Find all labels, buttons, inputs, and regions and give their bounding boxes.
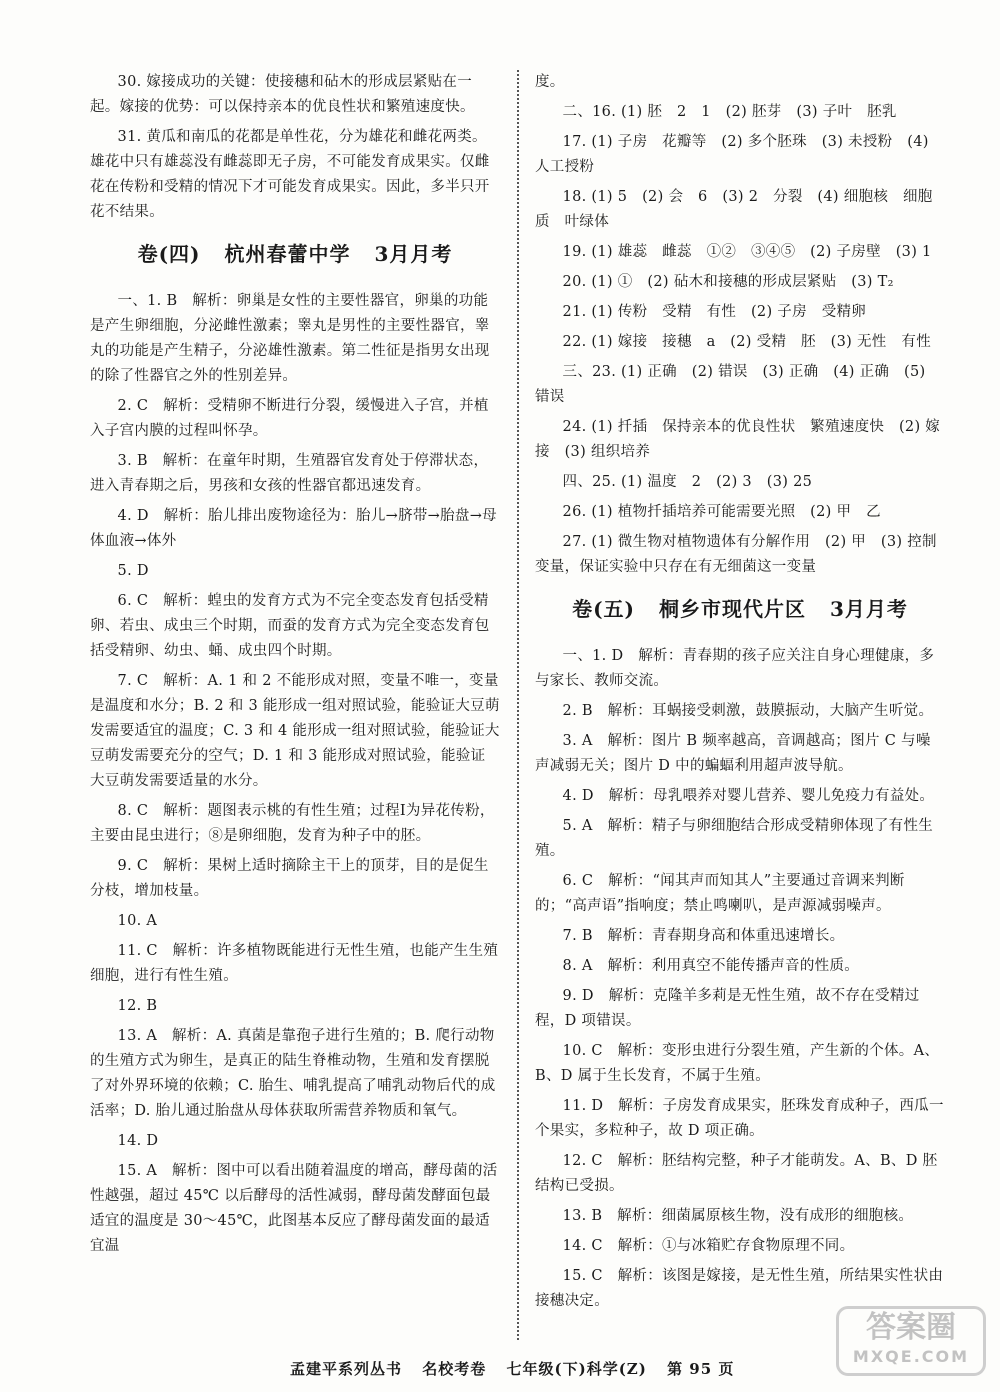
footer-page-number: 第 95 页 [667,1360,735,1378]
right-top-paragraphs [535,70,945,580]
answer-paragraph: 20. (1) ① (2) 砧木和接穗的形成层紧贴 (3) T₂ [562,274,894,290]
watermark-main: 答案圈 [866,1310,956,1345]
answer-paragraph: 7. C 解析：A. 1 和 2 不能形成对照，变量不唯一，变量是温度和水分；B. 2 和 3 能形成一组对照试验，能验证大豆萌发需要适宜的温度；C. 3 和 4 能形成一组对照试验，能验证大豆萌发需要充分的空气；D. 1 和 3 能形成对照试验，能验证大豆萌发需要适量的水分。 [90,673,500,789]
answer-paragraph: 4. D 解析：母乳喂养对婴儿营养、婴儿免疫力有益处。 [562,788,935,804]
answer-paragraph: 19. (1) 雄蕊 雌蕊 ①② ③④⑤ (2) 子房壁 (3) 1 [562,244,932,260]
footer-grade-subject: 七年级(下)科学(Z) [506,1360,647,1378]
answer-paragraph: 11. C 解析：许多植物既能进行无性生殖，也能产生生殖细胞，进行有性生殖。 [90,943,499,984]
answer-paragraph: 8. C 解析：题图表示桃的有性生殖；过程Ⅰ为异花传粉，主要由昆虫进行；⑧是卵细胞，发育为种子中的胚。 [90,803,495,844]
footer-book: 名校考卷 [422,1360,487,1378]
answer-paragraph: 3. A 解析：图片 B 频率越高，音调越高；图片 C 与噪声减弱无关；图片 D 中的蝙蝠利用超声波导航。 [535,733,931,774]
answer-paragraph: 三、23. (1) 正确 (2) 错误 (3) 正确 (4) 正确 (5) 错误 [535,364,926,405]
answer-paragraph: 四、25. (1) 温度 2 (2) 3 (3) 25 [562,474,813,490]
answer-paragraph: 10. C 解析：变形虫进行分裂生殖，产生新的个体。A、B、D 属于生长发育，不属于生殖。 [535,1043,940,1084]
answer-paragraph: 度。 [535,74,565,90]
section-vol: 卷(四) [137,242,201,266]
watermark-sub: MXQE.COM [852,1347,970,1366]
answer-paragraph: 一、1. D 解析：青春期的孩子应关注自身心理健康，多与家长、教师交流。 [535,648,935,689]
section-title-vol4 [90,239,500,269]
answer-paragraph: 2. B 解析：耳蜗接受刺激，鼓膜振动，大脑产生听觉。 [562,703,934,719]
answer-paragraph: 13. B 解析：细菌属原核生物，没有成形的细胞核。 [562,1208,914,1224]
answer-paragraph: 27. (1) 微生物对植物遗体有分解作用 (2) 甲 (3) 控制变量，保证实验中只存在有无细菌这一变量 [535,534,937,575]
answer-paragraph: 8. A 解析：利用真空不能传播声音的性质。 [562,958,860,974]
answer-paragraph: 5. A 解析：精子与卵细胞结合形成受精卵体现了有性生殖。 [535,818,934,859]
answer-paragraph: 17. (1) 子房 花瓣等 (2) 多个胚珠 (3) 未授粉 (4) 人工授粉 [535,134,929,175]
answer-paragraph: 6. C 解析：“闻其声而知其人”主要通过音调来判断的；“高声语”指响度；禁止鸣喇叭，是声源减弱噪声。 [535,873,905,914]
answer-paragraph: 一、1. B 解析：卵巢是女性的主要性器官，卵巢的功能是产生卵细胞，分泌雌性激素；睾丸是男性的主要性器官，睾丸的功能是产生精子，分泌雄性激素。第二性征是指男女出现的除了性器官之外的性别差异。 [90,293,490,384]
section-school: 杭州春蕾中学 [224,242,351,266]
section-exam: 3月月考 [374,242,453,266]
answer-paragraph: 7. B 解析：青春期身高和体重迅速增长。 [562,928,845,944]
answer-paragraph: 5. D [117,563,149,579]
answer-paragraph: 4. D 解析：胎儿排出废物途径为：胎儿→脐带→胎盘→母体血液→体外 [90,508,497,549]
answer-paragraph: 30. 嫁接成功的关键：使接穗和砧木的形成层紧贴在一起。嫁接的优势：可以保持亲本的优良性状和繁殖速度快。 [90,74,475,115]
answer-paragraph: 9. C 解析：果树上适时摘除主干上的顶芽，目的是促生分枝，增加枝量。 [90,858,489,899]
answer-paragraph: 31. 黄瓜和南瓜的花都是单性花，分为雄花和雌花两类。雄花中只有雄蕊没有雌蕊即无子房，不可能发育成果实。仅雌花在传粉和受精的情况下才可能发育成果实。因此，多半只开花不结果。 [90,129,490,220]
section-exam: 3月月考 [829,597,908,621]
left-column [90,70,500,1264]
answer-paragraph: 26. (1) 植物扦插培养可能需要光照 (2) 甲 乙 [562,504,881,520]
answer-paragraph: 9. D 解析：克隆羊多莉是无性生殖，故不存在受精过程，D 项错误。 [535,988,920,1029]
answer-paragraph: 10. A [117,913,158,929]
answer-paragraph: 18. (1) 5 (2) 会 6 (3) 2 分裂 (4) 细胞核 细胞质 叶绿体 [535,189,933,230]
left-top-paragraphs [90,70,500,225]
watermark-logo [836,1306,986,1376]
answer-paragraph: 22. (1) 嫁接 接穗 a (2) 受精 胚 (3) 无性 有性 [562,334,932,350]
answer-paragraph: 21. (1) 传粉 受精 有性 (2) 子房 受精卵 [562,304,867,320]
answer-paragraph: 24. (1) 扦插 保持亲本的优良性状 繁殖速度快 (2) 嫁接 (3) 组织培养 [535,419,941,460]
footer-series: 孟建平系列丛书 [290,1360,403,1378]
answer-paragraph: 15. C 解析：该图是嫁接，是无性生殖，所结果实性状由接穗决定。 [535,1268,944,1309]
answer-paragraph: 11. D 解析：子房发育成果实，胚珠发育成种子，西瓜一个果实，多粒种子，故 D 项正确。 [535,1098,944,1139]
answer-paragraph: 15. A 解析：图中可以看出随着温度的增高，酵母菌的活性越强，超过 45℃ 以后酵母的活性减弱，酵母菌发酵面包最适宜的温度是 30～45℃，此图基本反应了酵母菌发面的最适宜温 [90,1163,498,1254]
answer-paragraph: 13. A 解析：A. 真菌是靠孢子进行生殖的；B. 爬行动物的生殖方式为卵生，是真正的陆生脊椎动物，生殖和发育摆脱了对外界环境的依赖；C. 胎生、哺乳提高了哺乳动物后代的成活率；D. 胎儿通过胎盘从母体获取所需营养物质和氧气。 [90,1028,496,1119]
section-vol: 卷(五) [572,597,636,621]
answer-paragraph: 二、16. (1) 胚 2 1 (2) 胚芽 (3) 子叶 胚乳 [562,104,897,120]
answer-paragraph: 3. B 解析：在童年时期，生殖器官发育处于停滞状态，进入青春期之后，男孩和女孩的性器官都迅速发育。 [90,453,489,494]
answer-paragraph: 12. C 解析：胚结构完整，种子才能萌发。A、B、D 胚结构已受损。 [535,1153,938,1194]
page-footer [290,1358,748,1379]
answer-paragraph: 14. D [117,1133,159,1149]
answer-paragraph: 6. C 解析：蝗虫的发育方式为不完全变态发育包括受精卵、若虫、成虫三个时期，而蚕的发育方式为完全变态发育包括受精卵、幼虫、蛹、成虫四个时期。 [90,593,490,659]
section-title-vol5 [535,594,945,624]
column-divider [517,70,519,1340]
section-school: 桐乡市现代片区 [659,597,806,621]
left-answer-list [90,289,500,1259]
right-answer-list [535,644,945,1314]
answer-paragraph: 14. C 解析：①与冰箱贮存食物原理不同。 [562,1238,855,1254]
right-column [535,70,945,1319]
answer-paragraph: 2. C 解析：受精卵不断进行分裂，缓慢进入子宫，并植入子宫内膜的过程叫怀孕。 [90,398,489,439]
answer-paragraph: 12. B [117,998,158,1014]
